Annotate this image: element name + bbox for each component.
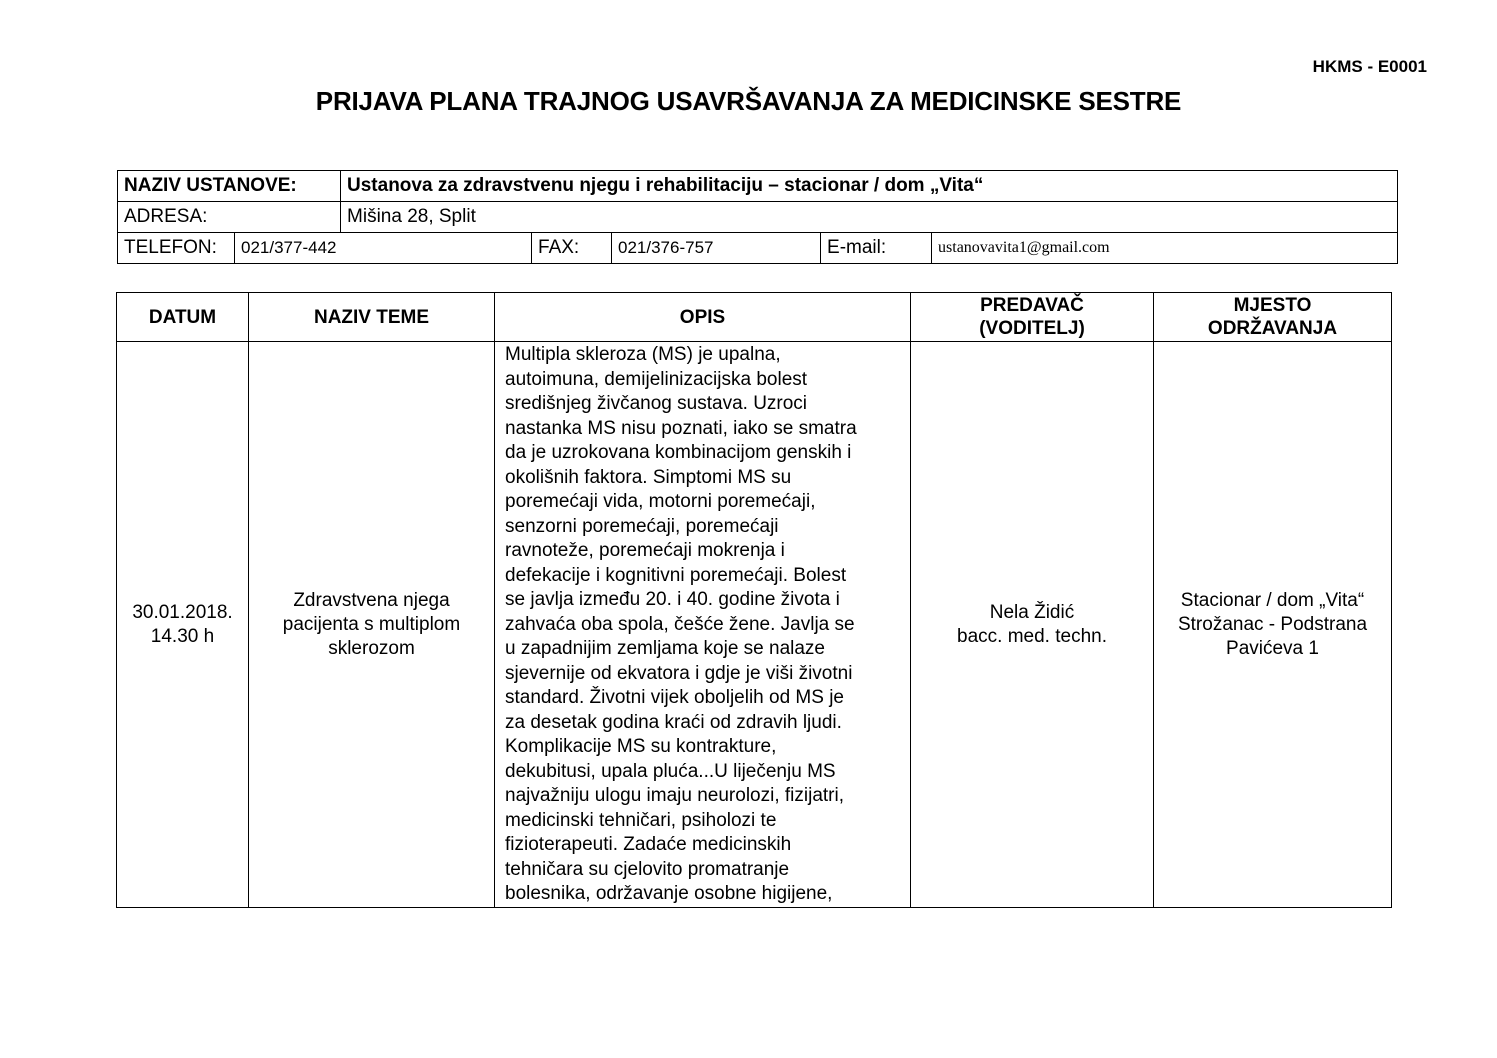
opis-line: dekubitusi, upala pluća...U liječenju MS [505, 760, 836, 782]
email-label: E-mail: [821, 233, 932, 264]
opis-line: zahvaća oba spola, češće žene. Javlja se [505, 613, 855, 635]
opis-line: nastanka MS nisu poznati, iako se smatra [505, 417, 857, 439]
plan-row [117, 342, 1392, 908]
header-opis: OPIS [495, 293, 911, 342]
header-datum: DATUM [117, 293, 249, 342]
address-value: Mišina 28, Split [341, 202, 1398, 233]
header-predavac-line2: (VODITELJ) [979, 318, 1085, 339]
institution-name-label: NAZIV USTANOVE: [118, 171, 341, 202]
address-label: ADRESA: [118, 202, 341, 233]
training-plan-table [116, 292, 1392, 908]
cell-opis [495, 342, 911, 908]
header-naziv-teme: NAZIV TEME [249, 293, 495, 342]
cell-mjesto [1154, 342, 1392, 908]
form-code: HKMS - E0001 [1312, 57, 1427, 76]
institution-contact-row [118, 233, 1398, 264]
fax-value: 021/376-757 [612, 233, 821, 264]
header-predavac-line1: PREDAVAČ [980, 295, 1084, 316]
datum-date: 30.01.2018. [132, 601, 233, 623]
header-predavac [911, 293, 1154, 342]
opis-line: najvažniju ulogu imaju neurolozi, fizijatri, [505, 785, 845, 806]
institution-name-row [118, 171, 1398, 202]
opis-line: senzorni poremećaji, poremećaji [505, 515, 779, 537]
opis-line: tehničara su cjelovito promatranje [505, 858, 790, 880]
fax-label: FAX: [532, 233, 612, 264]
opis-text [505, 343, 900, 907]
tema-line: sklerozom [328, 637, 415, 659]
plan-header-row [117, 293, 1392, 342]
predavac-title: bacc. med. techn. [957, 625, 1107, 647]
header-mjesto [1154, 293, 1392, 342]
opis-line: fizioterapeuti. Zadaće medicinskih [505, 834, 792, 855]
predavac-name: Nela Židić [989, 601, 1075, 623]
opis-line: autoimuna, demijelinizacijska bolest [505, 368, 808, 390]
phone-value: 021/377-442 [235, 233, 532, 264]
opis-line: Multipla skleroza (MS) je upalna, [505, 344, 781, 365]
opis-line: da je uzrokovana kombinacijom genskih i [505, 442, 852, 463]
page-title: PRIJAVA PLANA TRAJNOG USAVRŠAVANJA ZA MEDICINSKE SESTRE [315, 86, 1182, 116]
phone-label: TELEFON: [118, 233, 235, 264]
opis-line: defekacije i kognitivni poremećaji. Bolest [505, 564, 847, 586]
institution-name-value: Ustanova za zdravstvenu njegu i rehabilitaciju – stacionar / dom „Vita“ [341, 171, 1398, 202]
opis-line: medicinski tehničari, psiholozi te [505, 809, 777, 831]
opis-line: se javlja između 20. i 40. godine života i [505, 589, 840, 610]
cell-predavac [911, 342, 1154, 908]
opis-line: središnjeg živčanog sustava. Uzroci [505, 393, 808, 414]
opis-line: ravnoteže, poremećaji mokrenja i [505, 540, 785, 561]
header-mjesto-line1: MJESTO [1233, 295, 1312, 316]
header-mjesto-line2: ODRŽAVANJA [1207, 318, 1338, 339]
datum-time: 14.30 h [150, 625, 215, 647]
mjesto-line: Stacionar / dom „Vita“ [1180, 589, 1365, 611]
tema-line: pacijenta s multiplom [282, 613, 461, 635]
opis-line: u zapadnijim zemljama koje se nalaze [505, 638, 825, 659]
mjesto-line: Pavićeva 1 [1226, 637, 1319, 659]
opis-line: bolesnika, održavanje osobne higijene, [505, 883, 833, 904]
opis-line: standard. Životni vijek oboljelih od MS je [505, 687, 845, 708]
opis-line: Komplikacije MS su kontrakture, [505, 736, 777, 757]
cell-naziv-teme [249, 342, 495, 908]
institution-address-row [118, 202, 1398, 233]
opis-line: za desetak godina kraći od zdravih ljudi. [505, 711, 842, 733]
email-value: ustanovavita1@gmail.com [932, 233, 1398, 264]
cell-datum [117, 342, 249, 908]
opis-line: poremećaji vida, motorni poremećaji, [505, 491, 816, 512]
opis-line: okolišnih faktora. Simptomi MS su [505, 466, 792, 488]
tema-line: Zdravstvena njega [293, 589, 450, 611]
institution-table [117, 170, 1398, 264]
opis-line: sjevernije od ekvatora i gdje je viši životni [505, 662, 853, 684]
mjesto-line: Strožanac - Podstrana [1177, 613, 1368, 635]
